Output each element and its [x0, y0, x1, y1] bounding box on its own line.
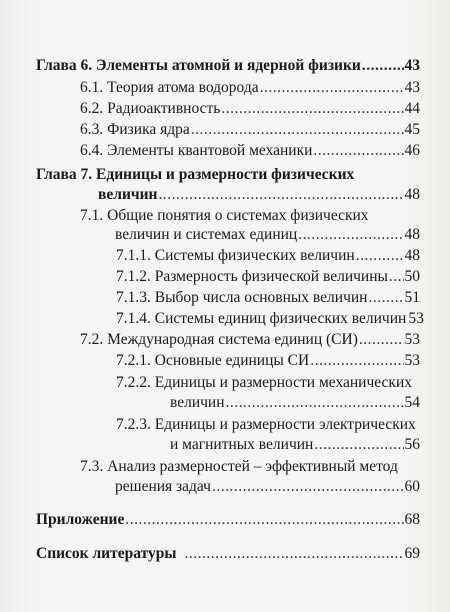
toc-entry-7-1-line1[interactable]: 7.1. Общие понятия о системах физических — [80, 207, 369, 224]
toc-entry-6-2[interactable] — [80, 100, 420, 118]
toc-entry-page: 69 — [404, 545, 420, 562]
dot-leader — [359, 331, 404, 349]
toc-entry-title: Список литературы — [36, 545, 177, 562]
toc-entry-7-1-3[interactable] — [116, 289, 420, 307]
toc-entry-title: Глава 6. Элементы атомной и ядерной физики — [36, 57, 361, 74]
toc-entry-7-3[interactable] — [115, 478, 420, 496]
dot-leader — [389, 268, 404, 286]
toc-entry-title: 7.1.1. Системы физических величин — [116, 247, 355, 264]
toc-entry-title: величин — [170, 394, 225, 411]
toc-entry-references[interactable] — [36, 545, 420, 563]
toc-entry-7-1-1[interactable] — [116, 247, 420, 265]
dot-leader — [125, 511, 403, 529]
toc-entry-page: 44 — [404, 100, 420, 117]
toc-entry-page: 53 — [404, 331, 420, 348]
toc-entry-title: 7.1.3. Выбор числа основных величин — [116, 289, 368, 306]
dot-leader — [362, 57, 404, 75]
dot-leader — [184, 545, 403, 563]
dot-leader — [212, 478, 404, 496]
dot-leader — [221, 100, 403, 118]
toc-entry-page: 50 — [404, 268, 420, 285]
toc-entry-page: 48 — [404, 247, 420, 264]
toc-chapter-7-line1[interactable]: Глава 7. Единицы и размерности физических — [36, 166, 355, 183]
toc-entry-page: 43 — [404, 79, 420, 96]
toc-entry-7-2-1[interactable] — [116, 352, 420, 370]
toc-entry-6-1[interactable] — [80, 79, 420, 97]
toc-chapter-7[interactable] — [98, 186, 420, 204]
toc-entry-7-1-4[interactable] — [116, 310, 424, 328]
toc-entry-7-3-line1[interactable]: 7.3. Анализ размерностей – эффективный метод — [80, 458, 398, 475]
dot-leader — [158, 186, 403, 204]
toc-entry-title: 6.3. Физика ядра — [80, 121, 190, 138]
toc-entry-title: величин — [98, 186, 158, 203]
toc-entry-7-2[interactable] — [80, 331, 420, 349]
dot-leader — [356, 247, 404, 265]
toc-entry-page: 51 — [404, 289, 420, 306]
toc-entry-title: Приложение — [36, 511, 125, 528]
toc-entry-page: 54 — [404, 394, 420, 411]
dot-leader — [313, 142, 403, 160]
toc-entry-page: 48 — [404, 226, 420, 243]
toc-entry-7-1-2[interactable] — [116, 268, 420, 286]
toc-entry-page: 45 — [404, 121, 420, 138]
toc-entry-7-2-3[interactable] — [170, 436, 420, 454]
dot-leader — [298, 226, 403, 244]
toc-entry-title: 6.4. Элементы квантовой механики — [80, 142, 313, 159]
toc-entry-page: 56 — [404, 436, 420, 453]
toc-entry-appendix[interactable] — [36, 511, 420, 529]
dot-leader — [310, 352, 403, 370]
toc-chapter-6[interactable] — [36, 57, 420, 75]
toc-entry-page: 48 — [404, 186, 420, 203]
toc-entry-title: 6.1. Теория атома водорода — [80, 79, 259, 96]
toc-entry-title: величин и системах единиц — [115, 226, 298, 243]
toc-entry-6-3[interactable] — [80, 121, 420, 139]
dot-leader — [260, 79, 404, 97]
toc-entry-page: 68 — [404, 511, 420, 528]
toc-entry-7-2-3-line1[interactable]: 7.2.3. Единицы и размерности электрических — [116, 416, 416, 433]
dot-leader — [226, 394, 404, 412]
toc-entry-7-2-2[interactable] — [170, 394, 420, 412]
toc-entry-title: 7.1.2. Размерность физической величины — [116, 268, 388, 285]
toc-entry-page: 53 — [404, 352, 420, 369]
dot-leader — [191, 121, 404, 139]
toc-entry-6-4[interactable] — [80, 142, 420, 160]
toc-entry-title: 7.2. Международная система единиц (СИ) — [80, 331, 358, 348]
dot-leader — [314, 436, 403, 454]
toc-entry-page: 46 — [404, 142, 420, 159]
toc-entry-title: решения задач — [115, 478, 211, 495]
toc-entry-page: 53 — [408, 310, 424, 327]
toc-entry-7-2-2-line1[interactable]: 7.2.2. Единицы и размерности механических — [116, 374, 412, 391]
toc-entry-title: и магнитных величин — [170, 436, 314, 453]
dot-leader — [368, 289, 403, 307]
toc-entry-title: 7.1.4. Системы единиц физических величин — [116, 310, 407, 327]
toc-entry-title: 7.2.1. Основные единицы СИ — [116, 352, 310, 369]
toc-entry-page: 43 — [404, 57, 420, 74]
toc-entry-page: 60 — [404, 478, 420, 495]
toc-entry-7-1[interactable] — [115, 226, 420, 244]
toc-entry-title: 6.2. Радиоактивность — [80, 100, 221, 117]
